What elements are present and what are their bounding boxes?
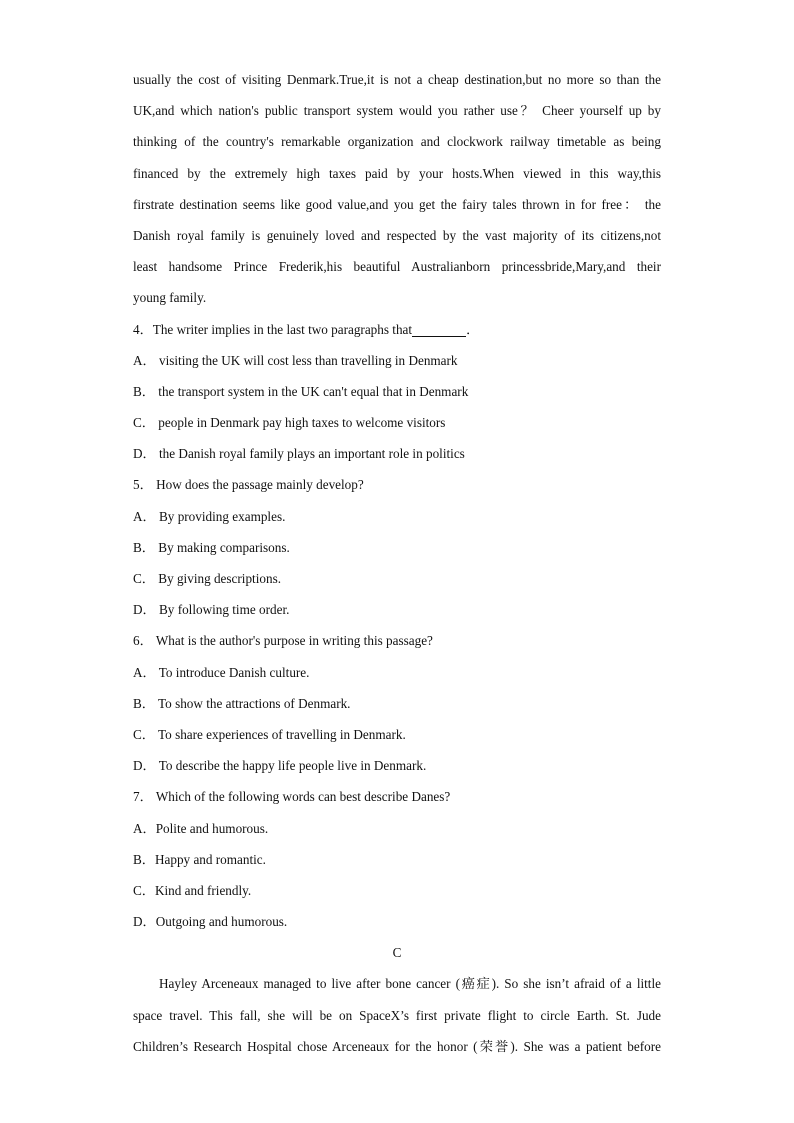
passage-line: least handsome Prince Frederik,his beautiful Australianborn princessbride,Mary,and their <box>133 259 661 275</box>
option-d: D． By following time order. <box>133 602 290 618</box>
question-stem: 6． What is the author's purpose in writing this passage? <box>133 633 433 649</box>
option-b: B． By making comparisons. <box>133 539 290 555</box>
option-d: D． To describe the happy life people live in Denmark. <box>133 758 427 774</box>
question-stem <box>133 314 661 345</box>
passage-line: thinking of the country's remarkable organization and clockwork railway timetable as being <box>133 134 661 150</box>
option-d: D．Outgoing and humorous. <box>133 914 288 930</box>
passage-line: UK,and which nation's public transport system would you rather use？ Cheer yourself up by <box>133 103 661 119</box>
question-4 <box>133 314 661 470</box>
option-b: B．Happy and romantic. <box>133 851 266 867</box>
option-c: C． people in Denmark pay high taxes to welcome visitors <box>133 415 446 431</box>
passage-line: usually the cost of visiting Denmark.True,it is not a cheap destination,but no more so than the <box>133 72 661 87</box>
option-a: A．Polite and humorous. <box>133 820 269 836</box>
question-7 <box>133 781 661 937</box>
passage-line: space travel. This fall, she will be on SpaceX’s first private flight to circle Earth. St. Jude <box>133 1007 661 1023</box>
question-stem: 7． Which of the following words can best describe Danes? <box>133 789 451 805</box>
option-c: C． To share experiences of travelling in Denmark. <box>133 726 406 742</box>
passage-b-tail <box>133 64 661 314</box>
option-c: C．Kind and friendly. <box>133 882 252 898</box>
question-stem-end: ． <box>466 321 480 337</box>
section-heading: C <box>392 945 402 961</box>
question-stem-text: 4．The writer implies in the last two paragraphs that <box>133 321 413 337</box>
question-stem: 5． How does the passage mainly develop? <box>133 477 364 493</box>
passage-line: financed by the extremely high taxes paid by your hosts.When viewed in this way,this <box>133 165 661 181</box>
passage-line: Children’s Research Hospital chose Arceneaux for the honor (荣誉). She was a patient before <box>133 1038 661 1054</box>
passage-line: firstrate destination seems like good value,and you get the fairy tales thrown in for free： the <box>133 196 661 212</box>
option-a: A． By providing examples. <box>133 508 286 524</box>
answer-blank <box>412 322 466 337</box>
option-c: C． By giving descriptions. <box>133 571 281 586</box>
option-b: B． To show the attractions of Denmark. <box>133 695 351 711</box>
section-c <box>133 937 661 1062</box>
option-a: A． To introduce Danish culture. <box>133 664 310 680</box>
document-page <box>133 64 661 1062</box>
question-5 <box>133 469 661 625</box>
option-d: D． the Danish royal family plays an important role in politics <box>133 446 465 462</box>
passage-line: young family. <box>133 290 207 306</box>
passage-line: Danish royal family is genuinely loved and respected by the vast majority of its citizens,not <box>133 227 661 243</box>
option-a: A． visiting the UK will cost less than travelling in Denmark <box>133 352 458 368</box>
passage-line: Hayley Arceneaux managed to live after bone cancer (癌症). So she isn’t afraid of a little <box>159 976 661 992</box>
question-6 <box>133 625 661 781</box>
option-b: B． the transport system in the UK can't equal that in Denmark <box>133 383 469 399</box>
